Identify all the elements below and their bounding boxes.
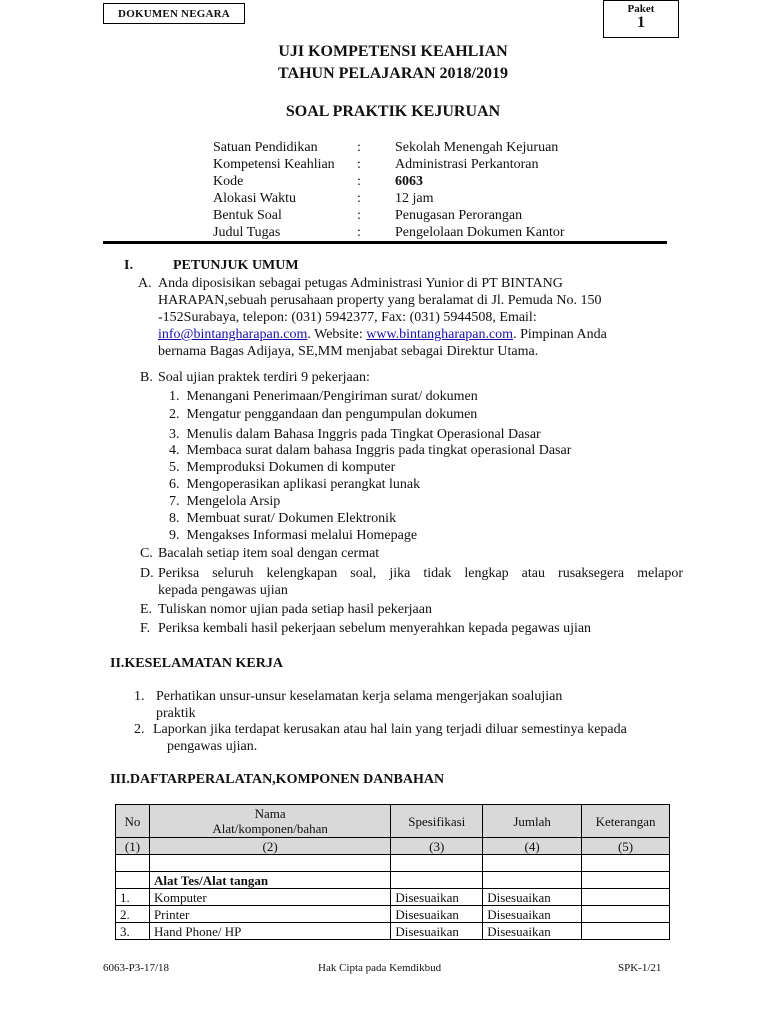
meta-colon: : xyxy=(357,208,361,223)
table-row xyxy=(116,906,670,923)
footer-copyright: Hak Cipta pada Kemdikbud xyxy=(318,962,442,974)
title-line-3: SOAL PRAKTIK KEJURUAN xyxy=(285,103,501,120)
meta-key: Kompetensi Keahlian xyxy=(213,157,335,172)
row-nama: Hand Phone/ HP xyxy=(149,923,390,940)
title-line-1: UJI KOMPETENSI KEAHLIAN xyxy=(278,43,508,60)
header-spesifikasi: Spesifikasi xyxy=(391,805,483,838)
safety-item-1-line: Perhatikan unsur-unsur keselamatan kerja selama mengerjakan soalujian xyxy=(156,689,563,704)
job-item: 2. Mengatur penggandaan dan pengumpulan dokumen xyxy=(169,407,478,422)
item-f-label: F. xyxy=(140,621,151,636)
safety-item-2-number: 2. xyxy=(134,722,145,737)
meta-value: 6063 xyxy=(395,174,423,189)
header-no: No xyxy=(116,805,150,838)
meta-value: Sekolah Menengah Kejuruan xyxy=(395,140,559,155)
header-jumlah: Jumlah xyxy=(483,805,582,838)
row-jumlah: Disesuaikan xyxy=(483,923,582,940)
header-nama: Nama Alat/komponen/bahan xyxy=(149,805,390,838)
meta-key: Bentuk Soal xyxy=(213,208,282,223)
col-number: (3) xyxy=(391,838,483,855)
job-item: 1. Menangani Penerimaan/Pengiriman surat/ dokumen xyxy=(169,389,478,404)
row-keterangan xyxy=(582,906,670,923)
meta-key: Judul Tugas xyxy=(213,225,281,240)
email-link[interactable]: info@bintangharapan.com xyxy=(158,327,308,342)
item-a-line: Anda diposisikan sebagai petugas Administrasi Yunior di PT BINTANG xyxy=(158,276,563,291)
table-row-empty xyxy=(116,855,670,872)
paket-number: 1 xyxy=(637,14,645,31)
section-1-title: PETUNJUK UMUM xyxy=(173,258,299,273)
job-item: 4. Membaca surat dalam bahasa Inggris pada tingkat operasional Dasar xyxy=(169,443,572,458)
row-keterangan xyxy=(582,889,670,906)
row-spesifikasi: Disesuaikan xyxy=(391,923,483,940)
row-nama: Printer xyxy=(149,906,390,923)
item-a-line: -152Surabaya, telepon: (031) 5942377, Fax: (031) 5944508, Email: xyxy=(158,310,537,325)
row-spesifikasi: Disesuaikan xyxy=(391,889,483,906)
safety-item-2-line: Laporkan jika terdapat kerusakan atau hal lain yang terjadi diluar semestinya kepada xyxy=(153,722,627,737)
meta-colon: : xyxy=(357,191,361,206)
safety-item-2-line: pengawas ujian. xyxy=(167,739,258,754)
row-nama: Komputer xyxy=(149,889,390,906)
header-keterangan: Keterangan xyxy=(582,805,670,838)
table-header-row xyxy=(116,805,670,838)
item-a-label: A. xyxy=(138,276,152,291)
meta-colon: : xyxy=(357,174,361,189)
item-f-text: Periksa kembali hasil pekerjaan sebelum menyerahkan kepada pegawas ujian xyxy=(158,621,592,636)
website-prefix: . Website: xyxy=(307,327,367,342)
item-c-label: C. xyxy=(140,546,153,561)
job-item: 5. Memproduksi Dokumen di komputer xyxy=(169,460,396,475)
table-column-number-row xyxy=(116,838,670,855)
meta-colon: : xyxy=(357,157,361,172)
meta-key: Kode xyxy=(213,174,244,189)
meta-colon: : xyxy=(357,225,361,240)
item-a-line: bernama Bagas Adijaya, SE,MM menjabat sebagai Direktur Utama. xyxy=(158,344,539,359)
equipment-table xyxy=(115,804,670,940)
item-a-contact-line xyxy=(158,326,607,343)
meta-colon: : xyxy=(357,140,361,155)
paket-box xyxy=(603,0,679,38)
section-1-number: I. xyxy=(124,258,133,273)
job-item: 3. Menulis dalam Bahasa Inggris pada Tingkat Operasional Dasar xyxy=(169,427,541,442)
footer-code: 6063-P3-17/18 xyxy=(103,962,169,974)
row-no: 3. xyxy=(116,923,150,940)
document-classification-tag: DOKUMEN NEGARA xyxy=(103,3,245,24)
col-number: (1) xyxy=(116,838,150,855)
section-2-title: II.KESELAMATAN KERJA xyxy=(110,656,283,671)
job-item: 9. Mengakses Informasi melalui Homepage xyxy=(169,528,418,543)
website-link[interactable]: www.bintangharapan.com xyxy=(366,327,514,342)
header-divider xyxy=(103,241,667,244)
job-item: 7. Mengelola Arsip xyxy=(169,494,281,509)
item-d-line: kepada pengawas ujian xyxy=(158,583,288,598)
meta-key: Satuan Pendidikan xyxy=(213,140,318,155)
meta-value: 12 jam xyxy=(395,191,434,206)
col-number: (5) xyxy=(582,838,670,855)
meta-key: Alokasi Waktu xyxy=(213,191,296,206)
group-label: Alat Tes/Alat tangan xyxy=(149,872,390,889)
footer-page: SPK-1/21 xyxy=(618,962,662,974)
item-d-label: D. xyxy=(140,566,154,581)
table-row xyxy=(116,889,670,906)
col-number: (2) xyxy=(149,838,390,855)
row-spesifikasi: Disesuaikan xyxy=(391,906,483,923)
item-d-line: Periksa seluruh kelengkapan soal, jika tidak lengkap atau rusaksegera melapor xyxy=(158,566,683,581)
item-e-text: Tuliskan nomor ujian pada setiap hasil pekerjaan xyxy=(158,602,432,617)
item-c-text: Bacalah setiap item soal dengan cermat xyxy=(158,546,380,561)
item-b-text: Soal ujian praktek terdiri 9 pekerjaan: xyxy=(158,370,370,385)
row-keterangan xyxy=(582,923,670,940)
contact-suffix: . Pimpinan Anda xyxy=(513,327,607,342)
meta-value: Pengelolaan Dokumen Kantor xyxy=(395,225,565,240)
paket-label: Paket xyxy=(627,3,655,15)
row-jumlah: Disesuaikan xyxy=(483,889,582,906)
safety-item-1-line: praktik xyxy=(156,706,196,721)
table-row xyxy=(116,923,670,940)
item-a-line: HARAPAN,sebuah perusahaan property yang beralamat di Jl. Pemuda No. 150 xyxy=(158,293,602,308)
job-item: 8. Membuat surat/ Dokumen Elektronik xyxy=(169,511,397,526)
title-line-2: TAHUN PELAJARAN 2018/2019 xyxy=(278,65,508,82)
row-jumlah: Disesuaikan xyxy=(483,906,582,923)
item-b-label: B. xyxy=(140,370,153,385)
meta-value: Administrasi Perkantoran xyxy=(395,157,539,172)
meta-value: Penugasan Perorangan xyxy=(395,208,523,223)
section-3-title: III.DAFTARPERALATAN,KOMPONEN DANBAHAN xyxy=(110,772,445,787)
col-number: (4) xyxy=(483,838,582,855)
item-e-label: E. xyxy=(140,602,153,617)
table-group-row xyxy=(116,872,670,889)
row-no: 2. xyxy=(116,906,150,923)
safety-item-1-number: 1. xyxy=(134,689,145,704)
job-item: 6. Mengoperasikan aplikasi perangkat lunak xyxy=(169,477,421,492)
row-no: 1. xyxy=(116,889,150,906)
